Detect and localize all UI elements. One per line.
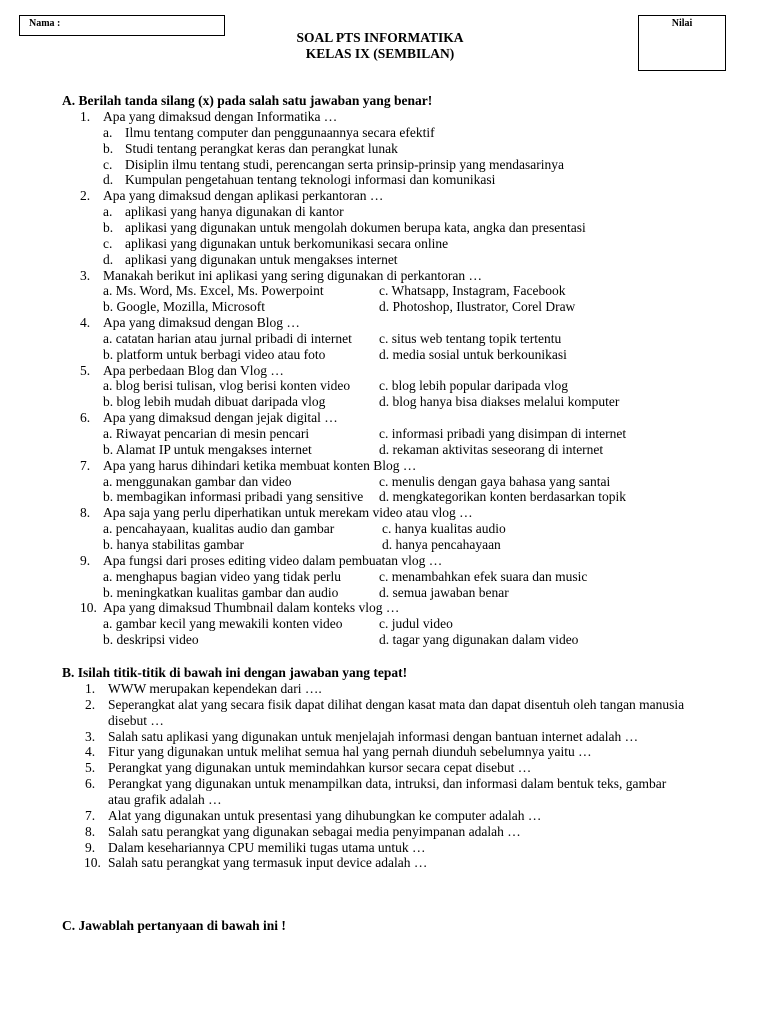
option-text: b. Alamat IP untuk mengakses internet (103, 441, 312, 457)
fill-item-text: Dalam kesehariannya CPU memiliki tugas utama untuk … (108, 839, 426, 855)
question-text: Apa perbedaan Blog dan Vlog … (103, 362, 284, 378)
section-c-heading: C. Jawablah pertanyaan di bawah ini ! (62, 918, 286, 933)
fill-item-number: 9. (85, 839, 96, 855)
option-text: Disiplin ilmu tentang studi, perencangan serta prinsip-prinsip yang mendasarinya (125, 156, 565, 172)
fill-item-text: Salah satu perangkat yang digunakan sebagai media penyimpanan adalah … (108, 823, 521, 839)
option-text: b. Google, Mozilla, Microsoft (103, 299, 265, 315)
option-text: c. menulis dengan gaya bahasa yang santai (379, 473, 611, 489)
question-text: Apa yang dimaksud dengan Blog … (103, 315, 300, 331)
option-text: d. media sosial untuk berkounikasi (379, 346, 567, 362)
option-text: c. hanya kualitas audio (382, 521, 506, 537)
option-text: a. Ms. Word, Ms. Excel, Ms. Powerpoint (103, 283, 324, 299)
fill-item-text: Salah satu perangkat yang termasuk input device adalah … (108, 855, 428, 871)
fill-item-number: 2. (85, 696, 96, 712)
option-text: d. mengkategorikan konten berdasarkan topik (379, 489, 627, 505)
fill-item-number: 6. (85, 776, 96, 792)
option-letter: a. (103, 124, 113, 140)
option-text: b. blog lebih mudah dibuat daripada vlog (103, 394, 326, 410)
fill-item-text: Alat yang digunakan untuk presentasi yang dihubungkan ke computer adalah … (108, 807, 542, 823)
fill-item-number: 1. (85, 681, 96, 696)
name-label: Nama : (29, 18, 61, 29)
option-text: d. hanya pencahayaan (382, 536, 501, 552)
option-text: a. gambar kecil yang mewakili konten video (103, 616, 343, 632)
question-number: 10. (80, 600, 97, 616)
option-letter: c. (103, 235, 113, 251)
question-text: Apa yang dimaksud dengan Informatika … (103, 109, 338, 124)
option-letter: b. (103, 140, 114, 156)
question-number: 5. (80, 362, 91, 378)
section-b-heading: B. Isilah titik-titik di bawah ini dengan jawaban yang tepat! (62, 665, 408, 680)
fill-item-text: Perangkat yang digunakan untuk memindahkan kursor secara cepat disebut … (108, 760, 532, 776)
question-number: 1. (80, 109, 91, 124)
fill-item-text: Salah satu aplikasi yang digunakan untuk menjelajah informasi dengan bantuan internet adalah … (108, 728, 639, 744)
fill-item-text: Seperangkat alat yang secara fisik dapat dilihat dengan kasat mata dan dapat disentuh oleh tangan manusia (108, 696, 685, 712)
option-text: c. menambahkan efek suara dan music (379, 568, 588, 584)
option-letter: c. (103, 156, 113, 172)
fill-item-number: 7. (85, 807, 96, 823)
question-text: Apa fungsi dari proses editing video dalam pembuatan vlog … (103, 552, 443, 568)
option-text: c. Whatsapp, Instagram, Facebook (379, 283, 566, 299)
option-text: a. catatan harian atau jurnal pribadi di internet (103, 330, 352, 346)
option-text: d. Photoshop, Ilustrator, Corel Draw (379, 299, 576, 315)
fill-item-text: atau grafik adalah … (108, 791, 222, 807)
option-text: a. pencahayaan, kualitas audio dan gambar (103, 521, 335, 537)
fill-item-number: 8. (85, 823, 96, 839)
option-text: Studi tentang perangkat keras dan perangkat lunak (125, 140, 398, 156)
fill-item-text: Perangkat yang digunakan untuk menampilkan data, intruksi, dan informasi dalam bentuk teks, gambar (108, 776, 667, 792)
score-label: Nilai (671, 18, 693, 29)
document-title: SOAL PTS INFORMATIKA (296, 30, 464, 45)
question-number: 2. (80, 188, 91, 204)
fill-item-number: 3. (85, 728, 96, 744)
question-number: 4. (80, 315, 91, 331)
question-number: 8. (80, 505, 91, 521)
question-text: Apa yang dimaksud Thumbnail dalam konteks vlog … (103, 600, 400, 616)
option-text: aplikasi yang hanya digunakan di kantor (125, 204, 344, 220)
option-text: b. membagikan informasi pribadi yang sensitive (103, 489, 364, 505)
option-letter: d. (103, 172, 114, 188)
option-text: c. informasi pribadi yang disimpan di internet (379, 426, 627, 441)
question-number: 9. (80, 552, 91, 568)
question-number: 3. (80, 267, 91, 283)
option-text: b. meningkatkan kualitas gambar dan audio (103, 584, 339, 600)
option-text: d. tagar yang digunakan dalam video (379, 632, 579, 648)
question-text: Apa yang harus dihindari ketika membuat konten Blog … (103, 457, 417, 473)
question-number: 7. (80, 457, 91, 473)
option-text: aplikasi yang digunakan untuk mengolah dokumen berupa kata, angka dan presentasi (125, 219, 586, 235)
option-text: b. deskripsi video (103, 632, 199, 648)
option-text: Ilmu tentang computer dan penggunaannya secara efektif (125, 124, 435, 140)
option-text: a. menggunakan gambar dan video (103, 473, 292, 489)
document-subtitle: KELAS IX (SEMBILAN) (305, 46, 455, 61)
option-text: c. situs web tentang topik tertentu (379, 330, 562, 346)
option-text: d. rekaman aktivitas seseorang di internet (379, 441, 604, 457)
fill-item-number: 5. (85, 760, 96, 776)
question-number: 6. (80, 410, 91, 426)
option-letter: d. (103, 251, 114, 267)
fill-item-text: disebut … (108, 712, 164, 728)
option-text: a. blog berisi tulisan, vlog berisi konten video (103, 378, 351, 394)
option-text: Kumpulan pengetahuan tentang teknologi informasi dan komunikasi (125, 172, 496, 188)
section-a-heading: A. Berilah tanda silang (x) pada salah satu jawaban yang benar! (62, 93, 433, 108)
option-text: a. menghapus bagian video yang tidak perlu (103, 568, 342, 584)
option-letter: a. (103, 204, 113, 220)
option-text: aplikasi yang digunakan untuk mengakses internet (125, 251, 398, 267)
fill-item-number: 10. (84, 855, 101, 871)
option-text: b. platform untuk berbagi video atau foto (103, 346, 326, 362)
question-text: Apa saja yang perlu diperhatikan untuk merekam video atau vlog … (103, 505, 473, 521)
fill-item-text: Fitur yang digunakan untuk melihat semua hal yang pernah diunduh sebelumnya yaitu … (108, 744, 592, 760)
question-text: Apa yang dimaksud dengan aplikasi perkantoran … (103, 188, 384, 204)
option-text: a. Riwayat pencarian di mesin pencari (103, 426, 310, 441)
fill-item-number: 4. (85, 744, 96, 760)
option-text: b. hanya stabilitas gambar (103, 536, 244, 552)
question-text: Apa yang dimaksud dengan jejak digital … (103, 410, 338, 426)
option-text: c. judul video (379, 616, 453, 632)
option-text: c. blog lebih popular daripada vlog (379, 378, 568, 394)
option-text: d. semua jawaban benar (379, 584, 509, 600)
option-letter: b. (103, 219, 114, 235)
option-text: aplikasi yang digunakan untuk berkomunikasi secara online (125, 235, 449, 251)
question-text: Manakah berikut ini aplikasi yang sering digunakan di perkantoran … (103, 267, 483, 283)
option-text: d. blog hanya bisa diakses melalui komputer (379, 394, 620, 410)
fill-item-text: WWW merupakan kependekan dari …. (108, 681, 322, 696)
